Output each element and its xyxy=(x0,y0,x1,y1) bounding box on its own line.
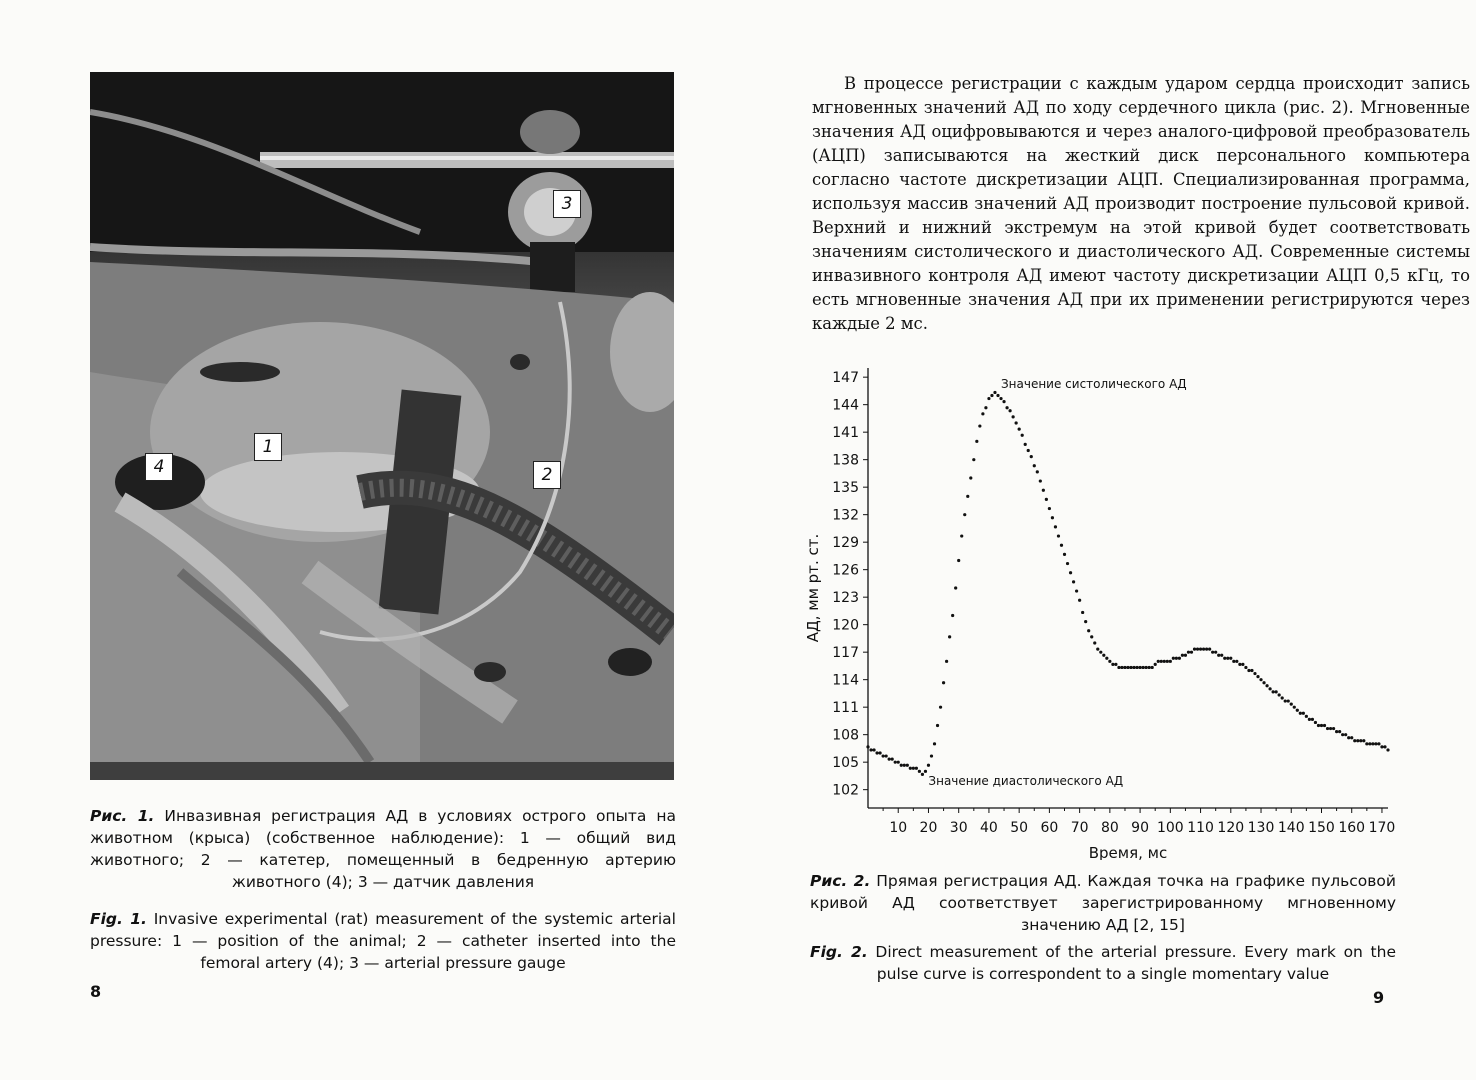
data-point xyxy=(1265,684,1268,687)
data-point xyxy=(1145,666,1148,669)
y-tick-label: 141 xyxy=(832,425,859,442)
data-point xyxy=(954,586,957,589)
data-point xyxy=(1039,479,1042,482)
data-point xyxy=(1356,739,1359,742)
data-point xyxy=(1184,654,1187,657)
data-point xyxy=(987,397,990,400)
data-point xyxy=(906,764,909,767)
data-point xyxy=(1302,712,1305,715)
caption-label: Fig. 1. xyxy=(90,910,147,928)
data-point xyxy=(1187,651,1190,654)
data-point xyxy=(981,412,984,415)
data-point xyxy=(1057,534,1060,537)
page-number: 9 xyxy=(1373,988,1385,1007)
data-point xyxy=(1166,660,1169,663)
figure-1-caption-en xyxy=(90,908,676,974)
x-tick-label: 160 xyxy=(1338,820,1366,836)
data-point xyxy=(1123,666,1126,669)
data-point xyxy=(1299,712,1302,715)
data-point xyxy=(1347,736,1350,739)
data-point xyxy=(1281,696,1284,699)
data-point xyxy=(1296,709,1299,712)
data-point xyxy=(885,754,888,757)
data-point xyxy=(1268,687,1271,690)
caption-label: Рис. 2. xyxy=(810,872,871,890)
data-point xyxy=(1202,648,1205,651)
data-point xyxy=(1008,409,1011,412)
data-point xyxy=(1072,580,1075,583)
data-point xyxy=(1111,663,1114,666)
figure-1-caption-ru xyxy=(90,805,676,893)
y-tick-label: 102 xyxy=(832,782,859,799)
data-point xyxy=(1021,434,1024,437)
data-point xyxy=(1005,406,1008,409)
data-point xyxy=(1308,718,1311,721)
data-point xyxy=(978,424,981,427)
callout-1: 1 xyxy=(254,433,282,461)
data-point xyxy=(1075,589,1078,592)
data-point xyxy=(1305,715,1308,718)
data-point xyxy=(1284,699,1287,702)
data-point xyxy=(1220,654,1223,657)
data-point xyxy=(1148,666,1151,669)
body-paragraph: В процессе регистрации с каждым ударом сердца происходит запись мгновенных значений АД по ходу сердечного цикла (рис. 2). Мгновенные значения АД оцифровываются и через аналого-цифровой преобразователь (АЦП) записываются на жесткий диск персонального компьютера согласно частоте дискретизации АЦП. Специализированная программа, используя массив значений АД производит построение пульсовой кривой. Верхний и нижний экстремум на этой кривой будет соответствовать значениям систолического и диастолического АД. Современные системы инвазивного контроля АД имеют частоту дискретизации АЦП 0,5 кГц, то есть мгновенные значения АД при их применении регистрируются через каждые 2 мс. xyxy=(812,74,1470,333)
x-tick-label: 120 xyxy=(1217,820,1245,836)
data-point xyxy=(1229,657,1232,660)
data-point xyxy=(1093,641,1096,644)
y-tick-label: 135 xyxy=(832,480,859,497)
data-point xyxy=(999,397,1002,400)
callout-4: 4 xyxy=(145,453,173,481)
data-point xyxy=(878,751,881,754)
data-point xyxy=(1377,742,1380,745)
data-point xyxy=(1262,681,1265,684)
caption-text: Инвазивная регистрация АД в условиях острого опыта на животном (крыса) (собственное наблюдение): 1 — общий вид животного; 2 — катетер, помещенный в бедренную артерию животного (4); 3 — датчик давления xyxy=(90,807,677,891)
data-point xyxy=(1132,666,1135,669)
data-point xyxy=(1054,525,1057,528)
data-point xyxy=(930,754,933,757)
y-tick-label: 123 xyxy=(832,590,859,607)
data-point xyxy=(1129,666,1132,669)
data-point xyxy=(1163,660,1166,663)
caption-label: Fig. 2. xyxy=(810,943,868,961)
data-point xyxy=(1253,672,1256,675)
data-point xyxy=(1287,699,1290,702)
data-point xyxy=(1199,648,1202,651)
data-point xyxy=(1256,675,1259,678)
data-point xyxy=(1120,666,1123,669)
data-point xyxy=(866,745,869,748)
data-point xyxy=(912,767,915,770)
data-point xyxy=(1362,739,1365,742)
data-point xyxy=(951,614,954,617)
data-point xyxy=(869,748,872,751)
page-number: 8 xyxy=(90,982,102,1001)
data-point xyxy=(1383,745,1386,748)
data-point xyxy=(894,761,897,764)
data-point xyxy=(1030,455,1033,458)
y-tick-label: 147 xyxy=(832,370,859,387)
data-point xyxy=(1371,742,1374,745)
data-point xyxy=(1048,507,1051,510)
y-tick-label: 120 xyxy=(832,617,859,634)
data-point xyxy=(1223,657,1226,660)
data-point xyxy=(993,391,996,394)
data-point xyxy=(948,635,951,638)
data-point xyxy=(1151,666,1154,669)
data-point xyxy=(1045,498,1048,501)
data-point xyxy=(1015,421,1018,424)
data-point xyxy=(1344,733,1347,736)
data-point xyxy=(1042,489,1045,492)
data-point xyxy=(1359,739,1362,742)
data-point xyxy=(1102,654,1105,657)
data-point xyxy=(1108,660,1111,663)
y-tick-label: 138 xyxy=(832,452,859,469)
data-point xyxy=(957,559,960,562)
data-point xyxy=(872,748,875,751)
data-point xyxy=(1332,727,1335,730)
data-point xyxy=(1154,663,1157,666)
data-point xyxy=(1323,724,1326,727)
data-point xyxy=(1290,703,1293,706)
data-point xyxy=(1138,666,1141,669)
data-point xyxy=(1081,611,1084,614)
data-point xyxy=(1320,724,1323,727)
x-tick-label: 110 xyxy=(1187,820,1214,836)
data-point xyxy=(1117,666,1120,669)
x-tick-label: 90 xyxy=(1131,820,1150,836)
data-point xyxy=(900,764,903,767)
data-point xyxy=(1033,464,1036,467)
data-point xyxy=(1326,727,1329,730)
data-point xyxy=(1172,657,1175,660)
x-tick-label: 60 xyxy=(1040,820,1059,836)
data-point xyxy=(1060,544,1063,547)
data-point xyxy=(1232,660,1235,663)
diastolic-annotation: Значение диастолического АД xyxy=(928,774,1124,789)
data-point xyxy=(1069,571,1072,574)
data-point xyxy=(1275,690,1278,693)
data-point xyxy=(1126,666,1129,669)
data-point xyxy=(975,440,978,443)
data-point xyxy=(915,767,918,770)
data-point xyxy=(1217,654,1220,657)
data-point xyxy=(1272,690,1275,693)
photo-illustration xyxy=(90,72,674,780)
data-point xyxy=(1241,663,1244,666)
data-point xyxy=(996,394,999,397)
data-point xyxy=(1063,553,1066,556)
data-point xyxy=(927,764,930,767)
data-point xyxy=(1002,400,1005,403)
y-tick-label: 114 xyxy=(832,672,859,689)
data-point xyxy=(1250,669,1253,672)
data-point xyxy=(918,770,921,773)
data-point xyxy=(1175,657,1178,660)
caption-text: Direct measurement of the arterial pressure. Every mark on the pulse curve is correspondent to a single momentary value xyxy=(867,943,1396,983)
x-tick-label: 20 xyxy=(919,820,938,836)
x-tick-label: 170 xyxy=(1368,820,1396,836)
data-point xyxy=(888,758,891,761)
x-tick-label: 150 xyxy=(1308,820,1335,836)
x-tick-label: 30 xyxy=(949,820,968,836)
y-tick-label: 129 xyxy=(832,535,859,552)
data-point xyxy=(969,476,972,479)
x-tick-label: 80 xyxy=(1100,820,1119,836)
y-axis-title: АД, мм рт. ст. xyxy=(804,533,822,643)
data-point xyxy=(1226,657,1229,660)
caption-label: Рис. 1. xyxy=(90,807,155,825)
data-point xyxy=(882,754,885,757)
data-point xyxy=(1238,663,1241,666)
x-tick-label: 140 xyxy=(1277,820,1305,836)
pulse-chart-svg xyxy=(798,360,1458,860)
right-page xyxy=(738,0,1476,1080)
callout-2: 2 xyxy=(533,461,561,489)
data-point xyxy=(875,751,878,754)
data-point xyxy=(936,724,939,727)
x-tick-label: 130 xyxy=(1247,820,1275,836)
data-point xyxy=(984,406,987,409)
data-point xyxy=(1293,706,1296,709)
data-point xyxy=(1066,562,1069,565)
data-point xyxy=(1051,516,1054,519)
data-point xyxy=(1142,666,1145,669)
caption-text: Invasive experimental (rat) measurement of the systemic arterial pressure: 1 — position of the animal; 2 — catheter inserted into the femoral artery (4); 3 — arterial pressure gauge xyxy=(90,910,676,972)
data-point xyxy=(1205,648,1208,651)
data-point xyxy=(1181,654,1184,657)
data-point xyxy=(1335,730,1338,733)
data-point xyxy=(921,773,924,776)
y-tick-label: 105 xyxy=(832,755,859,772)
data-point xyxy=(1350,736,1353,739)
data-point xyxy=(945,660,948,663)
chart-points xyxy=(866,391,1389,776)
data-point xyxy=(891,758,894,761)
data-point xyxy=(1368,742,1371,745)
data-point xyxy=(1084,620,1087,623)
data-point xyxy=(1374,742,1377,745)
data-point xyxy=(1235,660,1238,663)
data-point xyxy=(1190,651,1193,654)
data-point xyxy=(933,742,936,745)
data-point xyxy=(1259,678,1262,681)
data-point xyxy=(1178,657,1181,660)
x-tick-label: 50 xyxy=(1010,820,1029,836)
experiment-photo xyxy=(90,72,674,780)
data-point xyxy=(1036,470,1039,473)
data-point xyxy=(1078,599,1081,602)
systolic-annotation: Значение систолического АД xyxy=(1000,377,1187,391)
data-point xyxy=(1096,648,1099,651)
data-point xyxy=(1278,693,1281,696)
data-point xyxy=(972,458,975,461)
data-point xyxy=(1196,648,1199,651)
data-point xyxy=(1380,745,1383,748)
data-point xyxy=(1208,648,1211,651)
data-point xyxy=(1311,718,1314,721)
data-point xyxy=(1338,730,1341,733)
data-point xyxy=(966,495,969,498)
data-point xyxy=(1386,748,1389,751)
y-tick-label: 108 xyxy=(832,727,859,744)
data-point xyxy=(1353,739,1356,742)
data-point xyxy=(942,681,945,684)
data-point xyxy=(1341,733,1344,736)
callout-3: 3 xyxy=(553,190,581,218)
data-point xyxy=(1024,443,1027,446)
data-point xyxy=(1135,666,1138,669)
data-point xyxy=(1317,724,1320,727)
pulse-chart xyxy=(798,360,1458,860)
data-point xyxy=(1365,742,1368,745)
data-point xyxy=(1211,651,1214,654)
x-axis-title: Время, мс xyxy=(1088,844,1168,860)
data-point xyxy=(990,394,993,397)
figure-2-caption-en xyxy=(810,941,1396,985)
y-tick-label: 144 xyxy=(832,397,859,414)
data-point xyxy=(1329,727,1332,730)
data-point xyxy=(1214,651,1217,654)
data-point xyxy=(1114,663,1117,666)
data-point xyxy=(903,764,906,767)
data-point xyxy=(1018,428,1021,431)
data-point xyxy=(960,534,963,537)
data-point xyxy=(1090,635,1093,638)
caption-text: Прямая регистрация АД. Каждая точка на графике пульсовой кривой АД соответствует зарегистрированному мгновенному значению АД [2, 15] xyxy=(810,872,1396,934)
y-tick-label: 111 xyxy=(832,700,859,717)
data-point xyxy=(1247,669,1250,672)
figure-2-caption-ru xyxy=(810,870,1396,936)
data-point xyxy=(939,706,942,709)
data-point xyxy=(1099,651,1102,654)
data-point xyxy=(909,767,912,770)
data-point xyxy=(1105,657,1108,660)
x-tick-label: 100 xyxy=(1156,820,1184,836)
x-tick-label: 10 xyxy=(889,820,908,836)
data-point xyxy=(1157,660,1160,663)
x-tick-label: 40 xyxy=(980,820,998,836)
chart-axes xyxy=(868,368,1388,808)
data-point xyxy=(1160,660,1163,663)
y-tick-label: 117 xyxy=(832,645,859,662)
y-tick-label: 126 xyxy=(832,562,859,579)
y-tick-label: 132 xyxy=(832,507,859,524)
data-point xyxy=(1087,629,1090,632)
data-point xyxy=(1027,449,1030,452)
data-point xyxy=(1012,415,1015,418)
x-tick-label: 70 xyxy=(1070,820,1089,836)
data-point xyxy=(1314,721,1317,724)
data-point xyxy=(1169,660,1172,663)
data-point xyxy=(1193,648,1196,651)
data-point xyxy=(1244,666,1247,669)
data-point xyxy=(924,770,927,773)
data-point xyxy=(963,513,966,516)
chart-annotations xyxy=(928,377,1186,788)
data-point xyxy=(897,761,900,764)
